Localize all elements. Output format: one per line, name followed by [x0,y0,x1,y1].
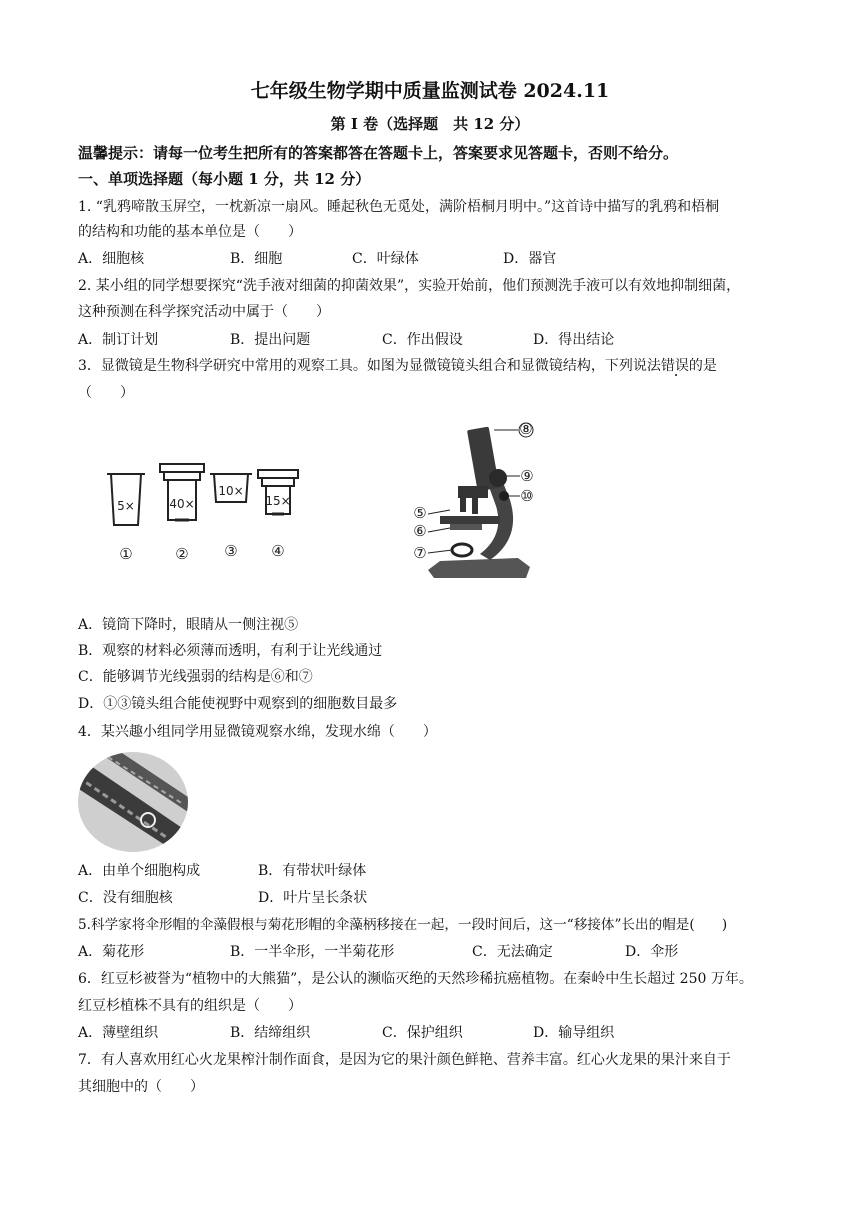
q4-option-a: A．由单个细胞构成 [78,863,201,879]
q1-option-d: D．器官 [503,251,557,267]
q3-option-a: A．镜筒下降时，眼睛从一侧注视⑤ [78,617,299,633]
q3-option-d: D．①③镜头组合能使视野中观察到的细胞数目最多 [78,696,398,712]
lens-4-objective [258,470,298,560]
q1-option-c: C．叶绿体 [352,251,419,267]
q6-option-d: D．输导组织 [533,1025,615,1041]
q2-stem-line2: 这种预测在科学探究活动中属于（ ） [78,304,330,320]
q3-stem-pre: 3．显微镜是生物科学研究中常用的观察工具。如图为显微镜镜头组合和显微镜结构，下列说法 [78,358,661,374]
q3-stem-emphasis: 错误 [660,358,689,374]
spirogyra-image [78,752,188,852]
lens-4-mag: 15× [265,494,291,508]
q3-stem-line2: （ ） [78,385,134,401]
q6-option-c: C．保护组织 [382,1025,463,1041]
exam-title: 七年级生物学期中质量监测试卷 2024.11 [250,80,610,102]
q3-stem-line1 [78,353,717,380]
q4-option-c: C．没有细胞核 [78,890,173,906]
q5-option-b: B．一半伞形，一半菊花形 [230,944,395,960]
q2-option-c: C．作出假设 [382,332,463,348]
q4-option-b: B．有带状叶绿体 [258,863,367,879]
label-5: ⑤ [413,504,427,522]
objective-lens [472,498,478,514]
q3-option-b: B．观察的材料必须薄而透明，有利于让光线通过 [78,643,383,659]
diaphragm [450,524,482,530]
q1-stem-line1: 1. “乳鸦啼散玉屏空，一枕新凉一扇风。睡起秋色无觅处，满阶梧桐月明中。”这首诗中描写的乳鸦和梧桐 [78,199,720,215]
q5-stem: 5.科学家将伞形帽的伞藻假根与菊花形帽的伞藻柄移接在一起，一段时间后，这一“移接体”长出的帽是( ) [78,917,728,933]
q1-option-a: A．细胞核 [78,251,145,267]
q2-stem-line1: 2. 某小组的同学想要探究“洗手液对细菌的抑菌效果”，实验开始前，他们预测洗手液可以有效地抑制细菌， [78,278,741,294]
lens-3-eyepiece [210,474,252,560]
q6-stem-line2: 红豆杉植株不具有的组织是（ ） [78,998,302,1014]
nosepiece [458,486,488,498]
microscope-base [428,558,530,578]
lens-2-number: ② [175,545,189,563]
label-6: ⑥ [413,522,427,540]
q2-option-b: B．提出问题 [230,332,311,348]
q4-option-d: D．叶片呈长条状 [258,890,368,906]
notice-text: 温馨提示：请每一位考生把所有的答案都答在答题卡上，答案要求见答题卡，否则不给分。 [78,144,679,162]
section-heading: 一、单项选择题（每小题 1 分，共 12 分） [78,170,371,188]
lens-diagram [78,418,378,598]
lens-3-mag: 10× [218,484,244,498]
label-10: ⑩ [520,487,534,505]
lens-1-eyepiece [107,474,145,563]
q7-stem-line2: 其细胞中的（ ） [78,1079,204,1095]
q1-stem-line2: 的结构和功能的基本单位是（ ） [78,224,302,240]
q6-option-a: A．薄壁组织 [78,1025,159,1041]
q2-option-a: A．制订计划 [78,332,159,348]
lens-1-number: ① [119,545,133,563]
q4-stem: 4．某兴趣小组同学用显微镜观察水绵，发现水绵（ ） [78,724,437,740]
q1-option-b: B．细胞 [230,251,283,267]
microscope-figure [410,418,550,598]
lens-3-number: ③ [224,542,238,560]
lens-2-objective [160,464,204,563]
q5-option-d: D．伞形 [625,944,679,960]
label-9: ⑨ [520,467,534,485]
q6-option-b: B．结缔组织 [230,1025,311,1041]
q3-stem-post: 的是 [688,358,717,374]
spirogyra-micrograph [78,752,188,852]
label-8: ⑧ [519,420,533,438]
coarse-knob [489,469,507,487]
label-7: ⑦ [413,544,427,562]
lens-1-mag: 5× [117,499,135,513]
q5-option-a: A．菊花形 [78,944,145,960]
objective-lens [460,498,466,512]
q2-option-d: D．得出结论 [533,332,615,348]
lens-4-number: ④ [271,542,285,560]
lens-2-mag: 40× [169,497,195,511]
q7-stem-line1: 7．有人喜欢用红心火龙果榨汁制作面食，是因为它的果汁颜色鲜艳、营养丰富。红心火龙果的果汁来自于 [78,1052,731,1068]
fine-knob [499,491,509,501]
q5-option-c: C．无法确定 [472,944,553,960]
volume-heading: 第 I 卷（选择题 共 12 分） [330,115,530,133]
q3-option-c: C．能够调节光线强弱的结构是⑥和⑦ [78,669,313,685]
stage [440,516,500,524]
mirror [452,544,472,556]
q6-stem-line1: 6．红豆杉被誉为“植物中的大熊猫”，是公认的濒临灭绝的天然珍稀抗癌植物。在秦岭中生长超过 250 万年。 [78,971,753,987]
lens-combination-figure [78,418,378,598]
microscope-diagram [410,418,550,598]
